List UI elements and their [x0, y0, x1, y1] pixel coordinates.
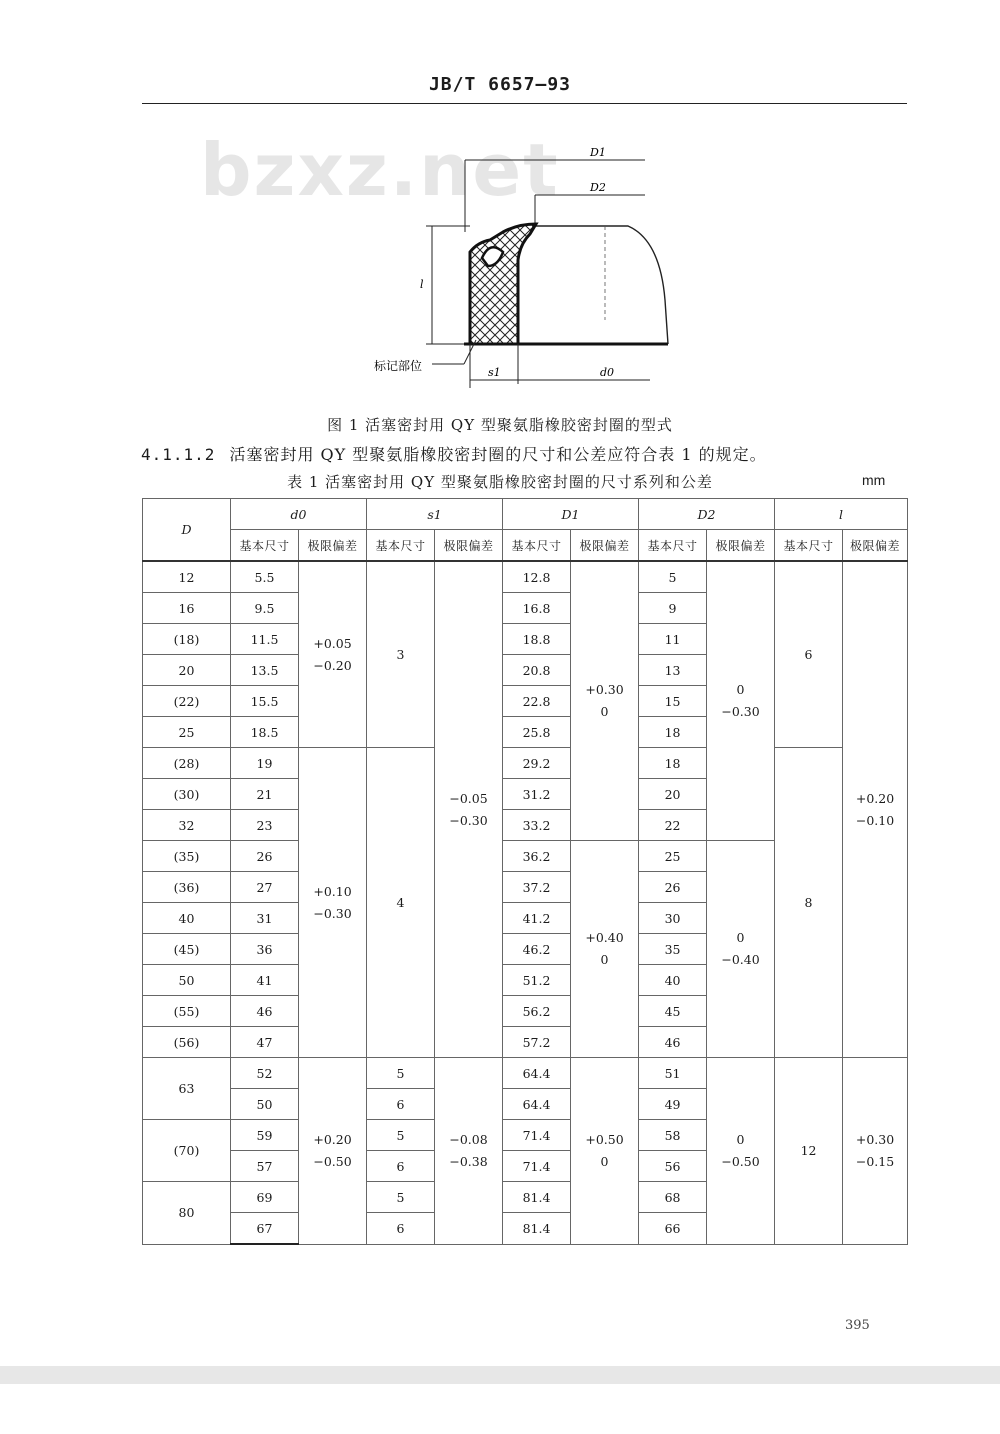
cell-d0: 26: [231, 841, 299, 872]
cell-D1: 56.2: [503, 996, 571, 1027]
table-title: 表 1 活塞密封用 QY 型聚氨脂橡胶密封圈的尺寸系列和公差: [287, 473, 713, 491]
cell-D2: 25: [639, 841, 707, 872]
table-row: [143, 748, 908, 779]
cell-D1: 37.2: [503, 872, 571, 903]
cell-D1-tolerance: +0.50 0: [571, 1058, 639, 1245]
cell-d0: 69: [231, 1182, 299, 1213]
cell-D: (18): [143, 624, 231, 655]
cell-D2: 58: [639, 1120, 707, 1151]
cell-s1-tolerance: −0.08 −0.38: [435, 1058, 503, 1245]
cell-l-tolerance: +0.30 −0.15: [843, 1058, 908, 1245]
label-s1: s1: [488, 366, 501, 379]
cell-l: 8: [775, 748, 843, 1058]
cell-d0-tolerance: +0.10 −0.30: [299, 748, 367, 1058]
cell-d0: 18.5: [231, 717, 299, 748]
cell-s1: 4: [367, 748, 435, 1058]
label-D1: D1: [590, 146, 606, 159]
cell-d0: 13.5: [231, 655, 299, 686]
cell-D: (56): [143, 1027, 231, 1058]
cell-d0: 27: [231, 872, 299, 903]
header-tolerance: 极限偏差: [707, 530, 775, 562]
clause-paragraph: [141, 442, 767, 465]
header-basic-size: 基本尺寸: [503, 530, 571, 562]
cell-D2: 49: [639, 1089, 707, 1120]
cell-D2-tolerance: 0 −0.50: [707, 1058, 775, 1245]
cell-D1: 12.8: [503, 561, 571, 593]
cell-D1: 81.4: [503, 1182, 571, 1213]
cell-s1: 6: [367, 1213, 435, 1245]
cell-D1: 51.2: [503, 965, 571, 996]
cell-D1-tolerance: +0.40 0: [571, 841, 639, 1058]
cell-D2: 56: [639, 1151, 707, 1182]
cell-D: (35): [143, 841, 231, 872]
cell-D1: 46.2: [503, 934, 571, 965]
cell-d0: 47: [231, 1027, 299, 1058]
cell-d0: 19: [231, 748, 299, 779]
cell-d0: 46: [231, 996, 299, 1027]
cell-D1: 16.8: [503, 593, 571, 624]
header-tolerance: 极限偏差: [843, 530, 908, 562]
clause-number: 4.1.1.2: [141, 445, 216, 464]
cell-D: 25: [143, 717, 231, 748]
cell-D: 16: [143, 593, 231, 624]
figure-caption: 图 1 活塞密封用 QY 型聚氨脂橡胶密封圈的型式: [327, 416, 673, 434]
cell-D1: 71.4: [503, 1120, 571, 1151]
label-d0: d0: [600, 366, 615, 379]
header-tolerance: 极限偏差: [435, 530, 503, 562]
header-d0: d0: [231, 499, 367, 530]
header-l: l: [775, 499, 908, 530]
cell-D2: 18: [639, 748, 707, 779]
dimension-table: [142, 498, 908, 1245]
cell-D2-tolerance: 0 −0.40: [707, 841, 775, 1058]
cell-D2: 5: [639, 561, 707, 593]
cell-D: (55): [143, 996, 231, 1027]
cell-D1: 64.4: [503, 1058, 571, 1089]
cell-D2: 26: [639, 872, 707, 903]
cell-D2: 15: [639, 686, 707, 717]
cell-d0: 57: [231, 1151, 299, 1182]
cell-d0: 59: [231, 1120, 299, 1151]
cell-D1: 31.2: [503, 779, 571, 810]
cell-D1: 18.8: [503, 624, 571, 655]
cell-D2: 68: [639, 1182, 707, 1213]
cell-D2: 22: [639, 810, 707, 841]
table-row: [143, 561, 908, 593]
cell-d0: 31: [231, 903, 299, 934]
cell-D2: 20: [639, 779, 707, 810]
cell-s1: 5: [367, 1182, 435, 1213]
cell-s1: 5: [367, 1058, 435, 1089]
cell-d0: 36: [231, 934, 299, 965]
cell-D: 20: [143, 655, 231, 686]
cell-d0-tolerance: +0.05 −0.20: [299, 561, 367, 748]
cell-D2: 35: [639, 934, 707, 965]
cell-D: (28): [143, 748, 231, 779]
header-D1: D1: [503, 499, 639, 530]
cell-s1: 5: [367, 1120, 435, 1151]
cell-D1: 33.2: [503, 810, 571, 841]
header-basic-size: 基本尺寸: [231, 530, 299, 562]
cell-d0: 5.5: [231, 561, 299, 593]
header-basic-size: 基本尺寸: [639, 530, 707, 562]
cell-d0: 50: [231, 1089, 299, 1120]
cell-s1-tolerance: −0.05 −0.30: [435, 561, 503, 1058]
cell-d0: 23: [231, 810, 299, 841]
label-l: l: [420, 278, 424, 291]
cell-d0: 21: [231, 779, 299, 810]
cell-l-tolerance: +0.20 −0.10: [843, 561, 908, 1058]
cell-d0-tolerance: +0.20 −0.50: [299, 1058, 367, 1245]
cell-s1: 3: [367, 561, 435, 748]
cell-D2: 13: [639, 655, 707, 686]
cell-D2: 51: [639, 1058, 707, 1089]
viewer-bottom-band: [0, 1366, 1000, 1384]
header-rule: [142, 103, 907, 104]
cell-D1-tolerance: +0.30 0: [571, 561, 639, 841]
cell-D: 80: [143, 1182, 231, 1245]
cell-d0: 15.5: [231, 686, 299, 717]
cell-D: 63: [143, 1058, 231, 1120]
cell-D1: 29.2: [503, 748, 571, 779]
cell-D: (30): [143, 779, 231, 810]
header-tolerance: 极限偏差: [299, 530, 367, 562]
cell-D1: 57.2: [503, 1027, 571, 1058]
cell-d0: 11.5: [231, 624, 299, 655]
cell-D2: 9: [639, 593, 707, 624]
cell-D: (22): [143, 686, 231, 717]
cell-D2: 30: [639, 903, 707, 934]
cell-D2: 40: [639, 965, 707, 996]
clause-text: 活塞密封用 QY 型聚氨脂橡胶密封圈的尺寸和公差应符合表 1 的规定。: [229, 445, 767, 464]
page-number: 395: [845, 1318, 870, 1333]
cell-D: (45): [143, 934, 231, 965]
cell-d0: 9.5: [231, 593, 299, 624]
label-mark-position: 标记部位: [374, 359, 423, 373]
cell-D2: 18: [639, 717, 707, 748]
cell-D: 12: [143, 561, 231, 593]
cell-D: 32: [143, 810, 231, 841]
cell-d0: 67: [231, 1213, 299, 1245]
cell-D: (70): [143, 1120, 231, 1182]
watermark: bzxz.net: [200, 128, 560, 212]
cell-D2: 45: [639, 996, 707, 1027]
cell-D2: 46: [639, 1027, 707, 1058]
header-D2: D2: [639, 499, 775, 530]
cell-D1: 20.8: [503, 655, 571, 686]
table-unit: mm: [862, 472, 886, 488]
header-basic-size: 基本尺寸: [775, 530, 843, 562]
standard-number: JB/T 6657—93: [428, 74, 572, 95]
header-s1: s1: [367, 499, 503, 530]
header-D: D: [143, 499, 231, 562]
cell-d0: 41: [231, 965, 299, 996]
cell-D1: 64.4: [503, 1089, 571, 1120]
cell-D1: 25.8: [503, 717, 571, 748]
cell-D: 40: [143, 903, 231, 934]
cell-D: 50: [143, 965, 231, 996]
label-D2: D2: [590, 181, 606, 194]
cell-D2: 66: [639, 1213, 707, 1245]
header-basic-size: 基本尺寸: [367, 530, 435, 562]
cell-D1: 41.2: [503, 903, 571, 934]
cell-s1: 6: [367, 1089, 435, 1120]
cell-D2: 11: [639, 624, 707, 655]
cell-D1: 22.8: [503, 686, 571, 717]
cell-D: (36): [143, 872, 231, 903]
table-row: [143, 1058, 908, 1089]
cell-d0: 52: [231, 1058, 299, 1089]
seal-cross-section-figure: [360, 140, 680, 400]
cell-D1: 36.2: [503, 841, 571, 872]
cell-D1: 81.4: [503, 1213, 571, 1245]
header-tolerance: 极限偏差: [571, 530, 639, 562]
cell-s1: 6: [367, 1151, 435, 1182]
cell-l: 6: [775, 561, 843, 748]
cell-D2-tolerance: 0 −0.30: [707, 561, 775, 841]
cell-D1: 71.4: [503, 1151, 571, 1182]
cell-l: 12: [775, 1058, 843, 1245]
